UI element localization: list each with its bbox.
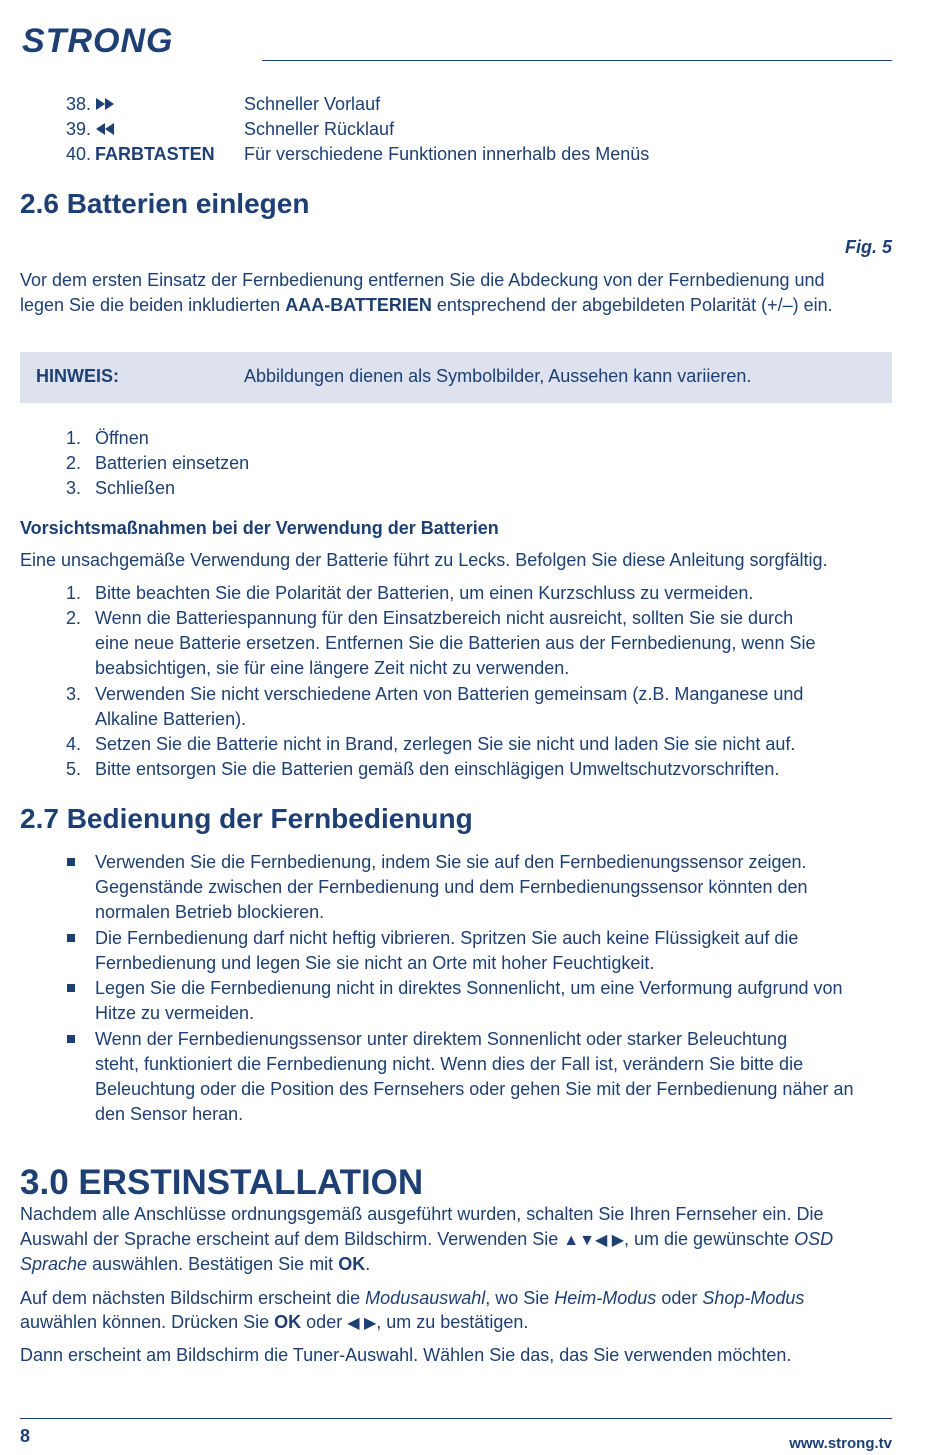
list-num: 3. bbox=[66, 684, 82, 704]
page-number: 8 bbox=[20, 1426, 31, 1446]
list-num: 4. bbox=[66, 734, 82, 754]
list-item: Bitte entsorgen Sie die Batterien gemäß den einschlägigen Umweltschutzvorschriften. bbox=[95, 759, 780, 779]
key-desc: Schneller Rücklauf bbox=[244, 119, 395, 139]
list-item: Wenn der Fernbedienungssensor unter direktem Sonnenlicht oder starker Beleuchtung bbox=[95, 1029, 788, 1049]
list-item: steht, funktioniert die Fernbedienung nicht. Wenn dies der Fall ist, verändern Sie bitte die bbox=[95, 1054, 804, 1074]
list-num: 1. bbox=[66, 428, 82, 448]
paragraph: Dann erscheint am Bildschirm die Tuner-Auswahl. Wählen Sie das, das Sie verwenden möchten. bbox=[20, 1345, 792, 1365]
left-right-arrows-icon: ◀ ▶ bbox=[347, 1315, 377, 1332]
bullet-icon bbox=[67, 858, 75, 866]
list-item: Beleuchtung oder die Position des Fernsehers oder gehen Sie mit der Fernbedienung näher an bbox=[95, 1079, 854, 1099]
key-num: 38. bbox=[66, 94, 92, 114]
footer-rule bbox=[20, 1418, 892, 1419]
footer-url[interactable]: www.strong.tv bbox=[789, 1435, 892, 1452]
list-item: Verwenden Sie die Fernbedienung, indem Sie sie auf den Fernbedienungssensor zeigen. bbox=[95, 852, 807, 872]
list-item: Verwenden Sie nicht verschiedene Arten von Batterien gemeinsam (z.B. Manganese und bbox=[95, 684, 804, 704]
list-num: 2. bbox=[66, 453, 82, 473]
paragraph: Sprache auswählen. Bestätigen Sie mit OK. bbox=[20, 1254, 371, 1274]
list-item: Wenn die Batteriespannung für den Einsatzbereich nicht ausreicht, sollten Sie sie durch bbox=[95, 608, 794, 628]
list-item: Schließen bbox=[95, 478, 176, 498]
subsection-title: Vorsichtsmaßnahmen bei der Verwendung der Batterien bbox=[20, 518, 499, 538]
svg-text:STRONG: STRONG bbox=[22, 22, 174, 60]
note-text: Abbildungen dienen als Symbolbilder, Aussehen kann variieren. bbox=[244, 366, 752, 386]
figure-label: Fig. 5 bbox=[844, 237, 892, 257]
rewind-icon bbox=[96, 123, 116, 135]
list-item: Alkaline Batterien). bbox=[95, 709, 247, 729]
list-item: eine neue Batterie ersetzen. Entfernen Sie die Batterien aus der Fernbedienung, wenn Sie bbox=[95, 633, 816, 653]
arrow-keys-icon: ▲▼◀ ▶ bbox=[563, 1232, 625, 1249]
strong-logo bbox=[22, 20, 227, 60]
key-num: 39. bbox=[66, 119, 92, 139]
paragraph: Eine unsachgemäße Verwendung der Batterie führt zu Lecks. Befolgen Sie diese Anleitung sorgfältig. bbox=[20, 550, 828, 570]
list-item: normalen Betrieb blockieren. bbox=[95, 902, 325, 922]
paragraph: Auswahl der Sprache erscheint auf dem Bildschirm. Verwenden Sie ▲▼◀ ▶, um die gewünschte OSD bbox=[20, 1227, 833, 1253]
list-num: 3. bbox=[66, 478, 82, 498]
paragraph: auwählen können. Drücken Sie OK oder ◀ ▶, um zu bestätigen. bbox=[20, 1310, 528, 1336]
list-num: 2. bbox=[66, 608, 82, 628]
bullet-icon bbox=[67, 984, 75, 992]
bullet-icon bbox=[67, 934, 75, 942]
list-item: den Sensor heran. bbox=[95, 1104, 244, 1124]
list-item: Setzen Sie die Batterie nicht in Brand, zerlegen Sie sie nicht und laden Sie sie nicht auf. bbox=[95, 734, 796, 754]
list-item: beabsichtigen, sie für eine längere Zeit nicht zu verwenden. bbox=[95, 658, 570, 678]
bullet-icon bbox=[67, 1035, 75, 1043]
paragraph: Auf dem nächsten Bildschirm erscheint die Modusauswahl, wo Sie Heim-Modus oder Shop-Modus bbox=[20, 1288, 805, 1308]
key-desc: Für verschiedene Funktionen innerhalb des Menüs bbox=[244, 144, 650, 164]
list-item: Legen Sie die Fernbedienung nicht in direktes Sonnenlicht, um eine Verformung aufgrund von bbox=[95, 978, 843, 998]
note-label: HINWEIS: bbox=[36, 366, 119, 386]
list-item: Die Fernbedienung darf nicht heftig vibrieren. Spritzen Sie auch keine Flüssigkeit auf die bbox=[95, 928, 799, 948]
fast-forward-icon bbox=[96, 98, 116, 110]
paragraph: Nachdem alle Anschlüsse ordnungsgemäß ausgeführt wurden, schalten Sie Ihren Fernseher ein. Die bbox=[20, 1204, 824, 1224]
paragraph: Vor dem ersten Einsatz der Fernbedienung entfernen Sie die Abdeckung von der Fernbedienung und bbox=[20, 270, 825, 290]
list-item: Fernbedienung und legen Sie sie nicht an Orte mit hoher Feuchtigkeit. bbox=[95, 953, 655, 973]
list-num: 1. bbox=[66, 583, 82, 603]
key-label: FARBTASTEN bbox=[95, 144, 215, 164]
list-item: Hitze zu vermeiden. bbox=[95, 1003, 255, 1023]
list-num: 5. bbox=[66, 759, 82, 779]
list-item: Batterien einsetzen bbox=[95, 453, 250, 473]
chapter-title: 3.0 ERSTINSTALLATION bbox=[20, 1163, 424, 1202]
key-desc: Schneller Vorlauf bbox=[244, 94, 381, 114]
list-item: Öffnen bbox=[95, 428, 149, 448]
header-rule bbox=[262, 60, 892, 61]
list-item: Gegenstände zwischen der Fernbedienung und dem Fernbedienungssensor könnten den bbox=[95, 877, 808, 897]
section-title: 2.7 Bedienung der Fernbedienung bbox=[20, 803, 473, 834]
list-item: Bitte beachten Sie die Polarität der Batterien, um einen Kurzschluss zu vermeiden. bbox=[95, 583, 754, 603]
section-title: 2.6 Batterien einlegen bbox=[20, 188, 310, 219]
paragraph: legen Sie die beiden inkludierten AAA-BATTERIEN entsprechend der abgebildeten Polarität (+/–) ein. bbox=[20, 295, 833, 315]
key-num: 40. bbox=[66, 144, 92, 164]
